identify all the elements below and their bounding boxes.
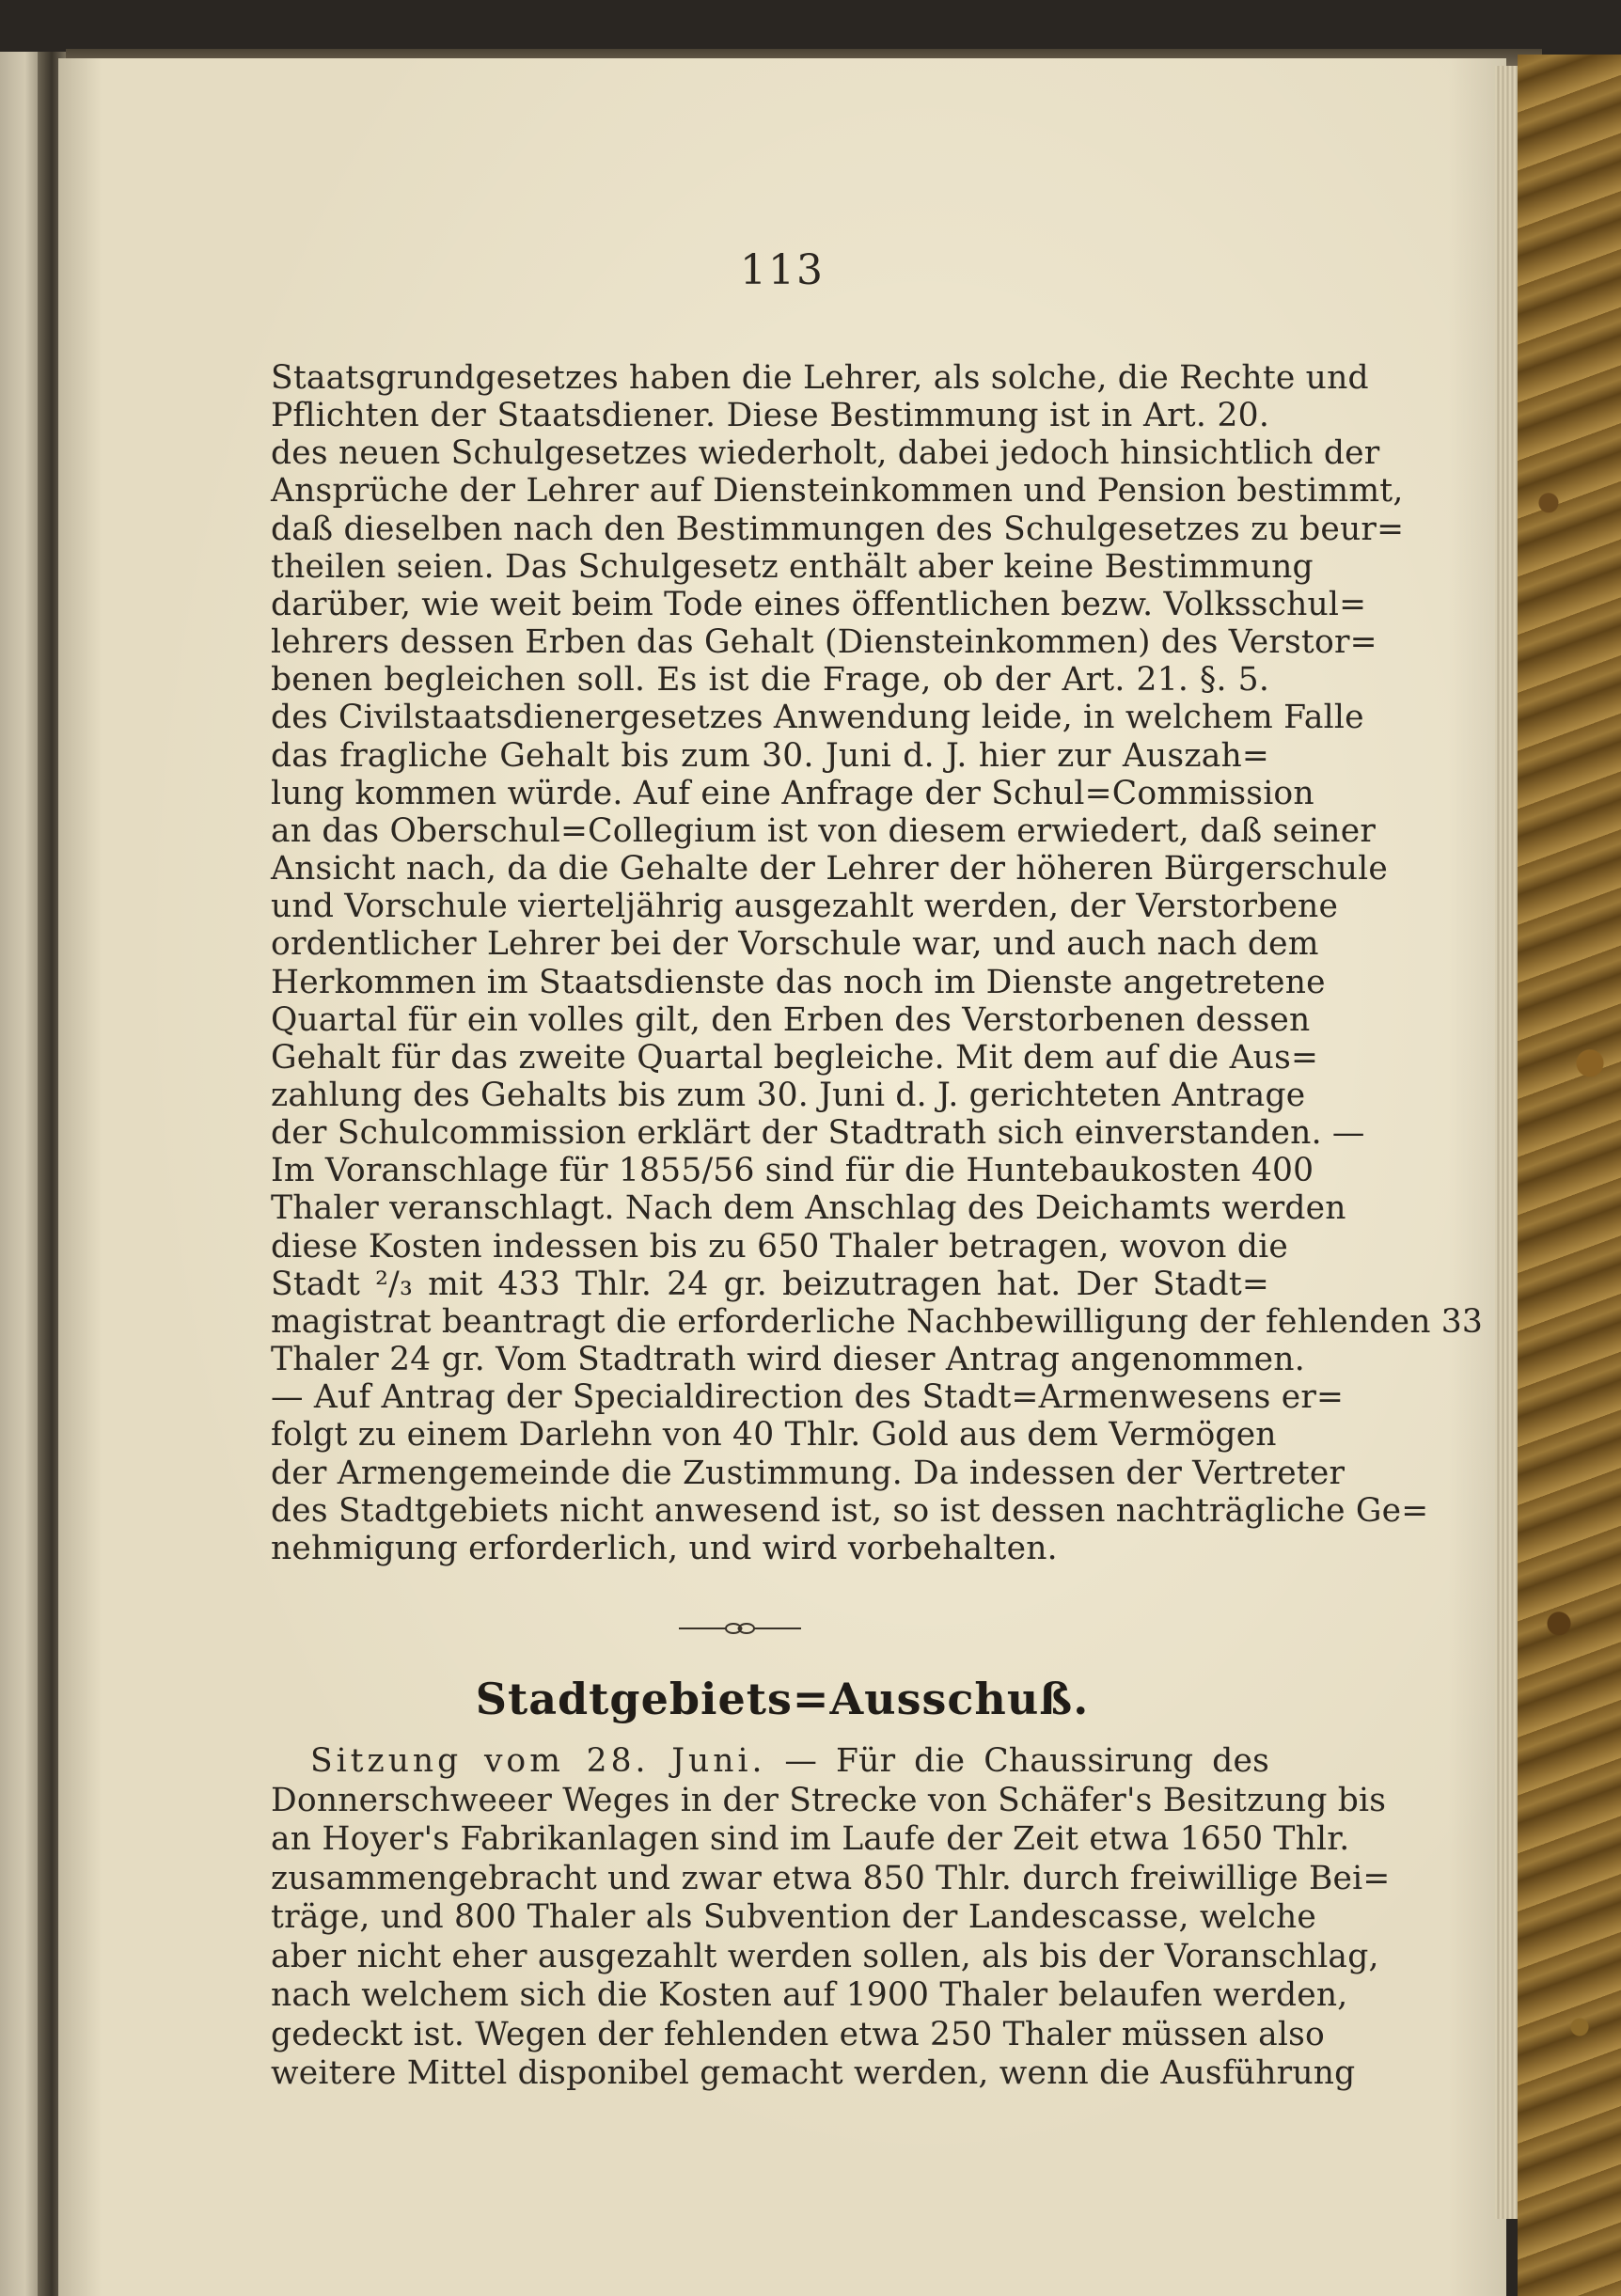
text-line: magistrat beantragt die erforderliche Nachbewilligung der fehlenden 33 xyxy=(271,1302,1484,1341)
text-line: das fragliche Gehalt bis zum 30. Juni d. J. hier zur Auszah= xyxy=(271,736,1269,775)
text-line: Herkommen im Staatsdienste das noch im Dienste angetretene xyxy=(271,963,1326,1001)
section-heading: Stadtgebiets=Ausschuß. xyxy=(475,1674,1090,1724)
paragraph-council-report xyxy=(271,359,1484,1567)
text-line: Ansicht nach, da die Gehalte der Lehrer der höheren Bürgerschule xyxy=(271,850,1389,889)
text-line: folgt zu einem Darlehn von 40 Thlr. Gold aus dem Vermögen xyxy=(271,1416,1277,1455)
text-line: Staatsgrundgesetzes haben die Lehrer, als solche, die Rechte und xyxy=(271,359,1369,397)
text-line: zusammengebracht und zwar etwa 850 Thlr. durch freiwillige Bei= xyxy=(271,1859,1391,1897)
text-line: Stadt ²/₃ mit 433 Thlr. 24 gr. beizutragen hat. Der Stadt= xyxy=(271,1265,1269,1303)
text-line: Pflichten der Staatsdiener. Diese Bestimmung ist in Art. 20. xyxy=(271,397,1269,435)
book-page xyxy=(58,58,1506,2296)
text-line: lung kommen würde. Auf eine Anfrage der Schul=Commission xyxy=(271,774,1314,812)
text-line: Quartal für ein volles gilt, den Erben des Verstorbenen dessen xyxy=(271,1000,1311,1039)
text-line: weitere Mittel disponibel gemacht werden, wenn die Ausführung xyxy=(271,2054,1356,2092)
text-line: an Hoyer's Fabrikanlagen sind im Laufe der Zeit etwa 1650 Thlr. xyxy=(271,1820,1350,1858)
text-line: gedeckt ist. Wegen der fehlenden etwa 250 Thaler müssen also xyxy=(271,2015,1325,2053)
paragraph-committee-session xyxy=(271,1742,1391,2094)
text-line: diese Kosten indessen bis zu 650 Thaler betragen, wovon die xyxy=(271,1227,1289,1266)
text-line xyxy=(271,1742,1269,1782)
text-line: Gehalt für das zweite Quartal begleiche. Mit dem auf die Aus= xyxy=(271,1038,1319,1077)
text-line: aber nicht eher ausgezahlt werden sollen, als bis der Voranschlag, xyxy=(271,1937,1379,1975)
text-line: Ansprüche der Lehrer auf Diensteinkommen und Pension bestimmt, xyxy=(271,472,1404,511)
text-line: Thaler veranschlagt. Nach dem Anschlag des Deichamts werden xyxy=(271,1189,1346,1228)
text-line: Im Voranschlage für 1855/56 sind für die Huntebaukosten 400 xyxy=(271,1152,1314,1190)
text-line: des neuen Schulgesetzes wiederholt, dabei jedoch hinsichtlich der xyxy=(271,434,1380,473)
text-line: benen begleichen soll. Es ist die Frage, ob der Art. 21. §. 5. xyxy=(271,661,1269,700)
text-line: des Civilstaatsdienergesetzes Anwendung leide, in welchem Falle xyxy=(271,699,1364,737)
text-line: ordentlicher Lehrer bei der Vorschule war, und auch nach dem xyxy=(271,925,1319,964)
text-line: an das Oberschul=Collegium ist von diesem erwiedert, daß seiner xyxy=(271,811,1377,850)
text-line: Thaler 24 gr. Vom Stadtrath wird dieser Antrag angenommen. xyxy=(271,1341,1305,1379)
text-line-continuation: — Für die Chaussirung des xyxy=(765,1742,1269,1780)
text-line: Donnerschweeer Weges in der Strecke von Schäfer's Besitzung bis xyxy=(271,1781,1387,1819)
text-line: theilen seien. Das Schulgesetz enthält aber keine Bestimmung xyxy=(271,547,1314,586)
text-line: lehrers dessen Erben das Gehalt (Diensteinkommen) des Verstor= xyxy=(271,623,1377,662)
text-line: und Vorschule vierteljährig ausgezahlt werden, der Verstorbene xyxy=(271,888,1339,926)
text-line: nach welchem sich die Kosten auf 1900 Thaler belaufen werden, xyxy=(271,1976,1348,2014)
text-line: der Armengemeinde die Zustimmung. Da indessen der Vertreter xyxy=(271,1454,1346,1492)
marbled-cover-board xyxy=(1518,55,1621,2296)
text-line: träge, und 800 Thaler als Subvention der Landescasse, welche xyxy=(271,1898,1317,1936)
text-line: daß dieselben nach den Bestimmungen des Schulgesetzes zu beur= xyxy=(271,510,1405,548)
session-date-lead: Sitzung vom 28. Juni. xyxy=(310,1742,766,1780)
section-divider-ornament xyxy=(679,1617,801,1640)
text-line: des Stadtgebiets nicht anwesend ist, so ist dessen nachträgliche Ge= xyxy=(271,1491,1429,1530)
text-line: — Auf Antrag der Specialdirection des Stadt=Armenwesens er= xyxy=(271,1378,1345,1417)
text-line: darüber, wie weit beim Tode eines öffentlichen bezw. Volksschul= xyxy=(271,585,1367,623)
page-number: 113 xyxy=(740,246,825,294)
text-line: nehmigung erforderlich, und wird vorbehalten. xyxy=(271,1529,1058,1567)
text-line: zahlung des Gehalts bis zum 30. Juni d. J. gerichteten Antrage xyxy=(271,1076,1306,1114)
text-line: der Schulcommission erklärt der Stadtrath sich einverstanden. — xyxy=(271,1114,1365,1153)
